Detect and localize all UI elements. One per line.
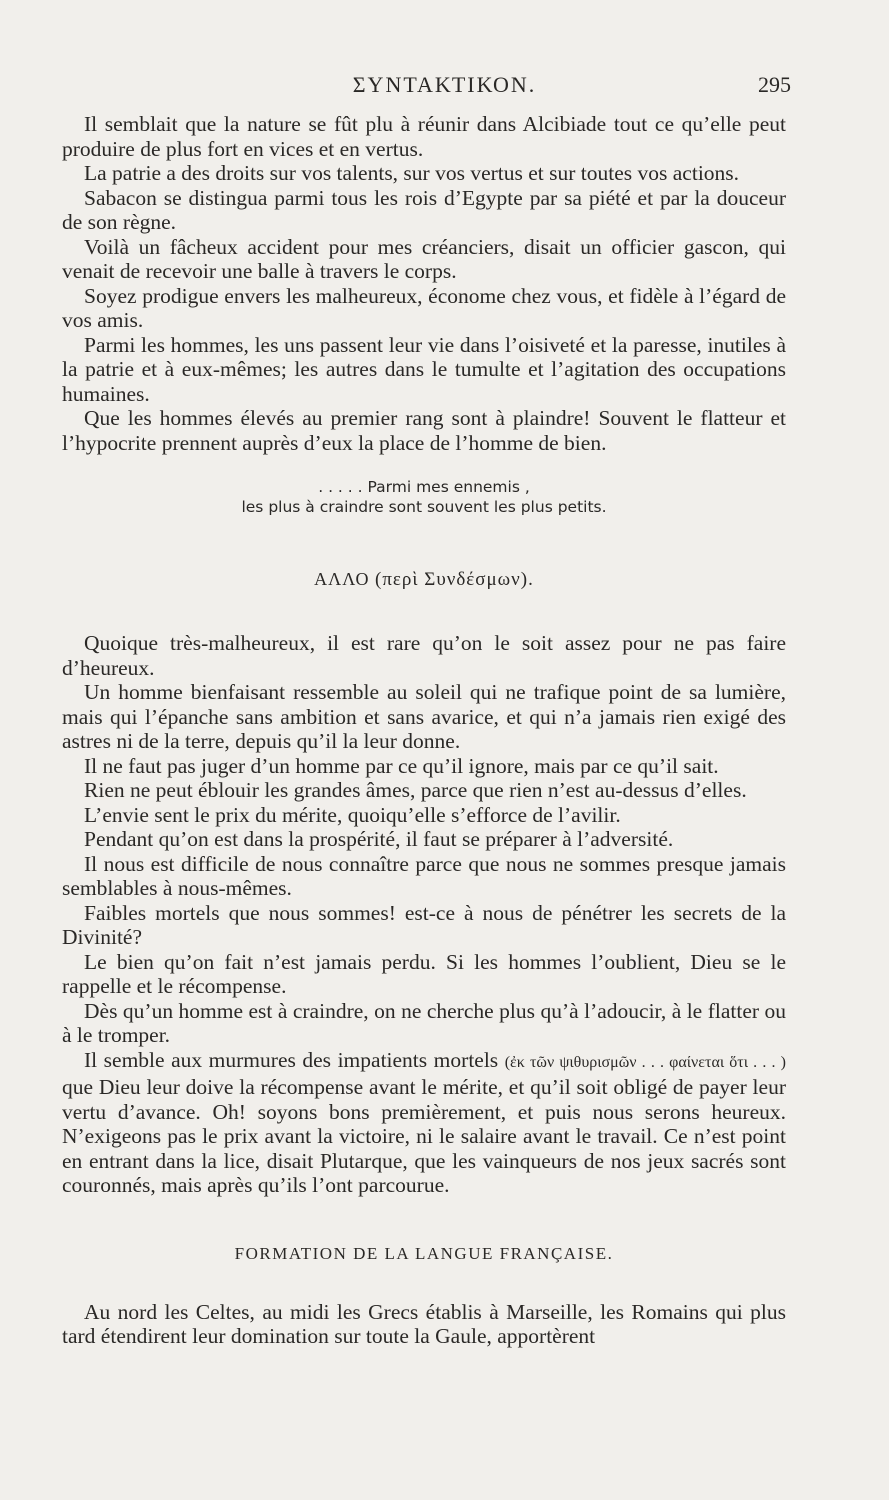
- paragraph: Le bien qu’on fait n’est jamais perdu. Si les hommes l’oublient, Dieu se le rappelle et le récompense.: [62, 949, 786, 998]
- paragraph-text: que Dieu leur doive la récompense avant le mérite, et qu’il soit obligé de payer leur vertu d’avance. Oh! soyons bons premièrement, et puis nous serons heureux. N’exigeons pas le prix avant la victoire, ni le salaire avant le travail. Ce n’est point en entrant dans la lice, disait Plutarque, que les vainqueurs de nos jeux sacrés sont couronnés, mais après qu’ils l’ont parcourue.: [62, 1075, 786, 1197]
- paragraph: Voilà un fâcheux accident pour mes créanciers, disait un officier gascon, qui venait de recevoir une balle à travers le corps.: [62, 234, 786, 283]
- paragraph: Sabacon se distingua parmi tous les rois d’Egypte par sa piété et par la douceur de son règne.: [62, 185, 786, 234]
- paragraph-with-greek: [62, 1048, 786, 1198]
- paragraph: Il nous est difficile de nous connaître parce que nous ne sommes presque jamais semblables à nous-mêmes.: [62, 851, 786, 900]
- paragraph: Faibles mortels que nous sommes! est-ce à nous de pénétrer les secrets de la Divinité?: [62, 900, 786, 949]
- paragraph: Il semblait que la nature se fût plu à réunir dans Alcibiade tout ce qu’elle peut produire de plus fort en vices et en vertus.: [62, 112, 786, 161]
- section-heading-greek: (περὶ Συνδέσμων).: [375, 569, 534, 590]
- section-heading-latin: ΑΛΛΟ: [314, 569, 370, 589]
- page-header: [0, 72, 889, 102]
- paragraph-text: Il semble aux murmures des impatients mortels: [84, 1047, 505, 1072]
- section-heading-formation: FORMATION DE LA LANGUE FRANÇAISE.: [234, 1243, 614, 1263]
- running-title: ΣΥΝΤΑΚΤΙΚΟΝ.: [352, 72, 537, 97]
- verse-line: les plus à craindre sont souvent les plus petits.: [241, 498, 607, 516]
- paragraph: Pendant qu’on est dans la prospérité, il faut se préparer à l’adversité.: [84, 827, 674, 851]
- paragraph: L’envie sent le prix du mérite, quoiqu’elle s’efforce de l’avilir.: [84, 802, 621, 827]
- verse-line: . . . . . Parmi mes ennemis ,: [318, 478, 530, 496]
- paragraph: Dès qu’un homme est à craindre, on ne cherche plus qu’à l’adoucir, à le flatter ou à le tromper.: [62, 998, 786, 1047]
- paragraph: Rien ne peut éblouir les grandes âmes, parce que rien n’est au-dessus d’elles.: [84, 778, 747, 802]
- paragraph: Que les hommes élevés au premier rang sont à plaindre! Souvent le flatteur et l’hypocrite prennent auprès d’eux la place de l’homme de bien.: [62, 406, 786, 455]
- paragraph: Soyez prodigue envers les malheureux, économe chez vous, et fidèle à l’égard de vos amis.: [62, 283, 786, 332]
- page-number: 295: [758, 72, 791, 97]
- paragraph: Un homme bienfaisant ressemble au soleil qui ne trafique point de sa lumière, mais qui l’épanche sans ambition et sans avarice, et qui n’a jamais rien exigé des astres ni de la terre, depuis qu’il la leur donne.: [62, 680, 786, 753]
- paragraph: Au nord les Celtes, au midi les Grecs établis à Marseille, les Romains qui plus tard étendirent leur domination sur toute la Gaule, apportèrent: [62, 1299, 786, 1348]
- paragraph: La patrie a des droits sur vos talents, sur vos vertus et sur toutes vos actions.: [84, 161, 740, 185]
- paragraph: Il ne faut pas juger d’un homme par ce qu’il ignore, mais par ce qu’il sait.: [84, 753, 719, 778]
- paragraph: Quoique très-malheureux, il est rare qu’on le soit assez pour ne pas faire d’heureux.: [62, 631, 786, 680]
- paragraph: Parmi les hommes, les uns passent leur vie dans l’oisiveté et la paresse, inutiles à la patrie et à eux-mêmes; les autres dans le tumulte et l’agitation des occupations humaines.: [62, 332, 786, 406]
- page-body: [62, 112, 786, 1349]
- verse-quote: [62, 477, 786, 517]
- greek-citation: (ἐκ τῶν ψιθυρισμῶν . . . φαίνεται ὅτι . . . ): [504, 1053, 786, 1071]
- section-heading: [62, 569, 786, 591]
